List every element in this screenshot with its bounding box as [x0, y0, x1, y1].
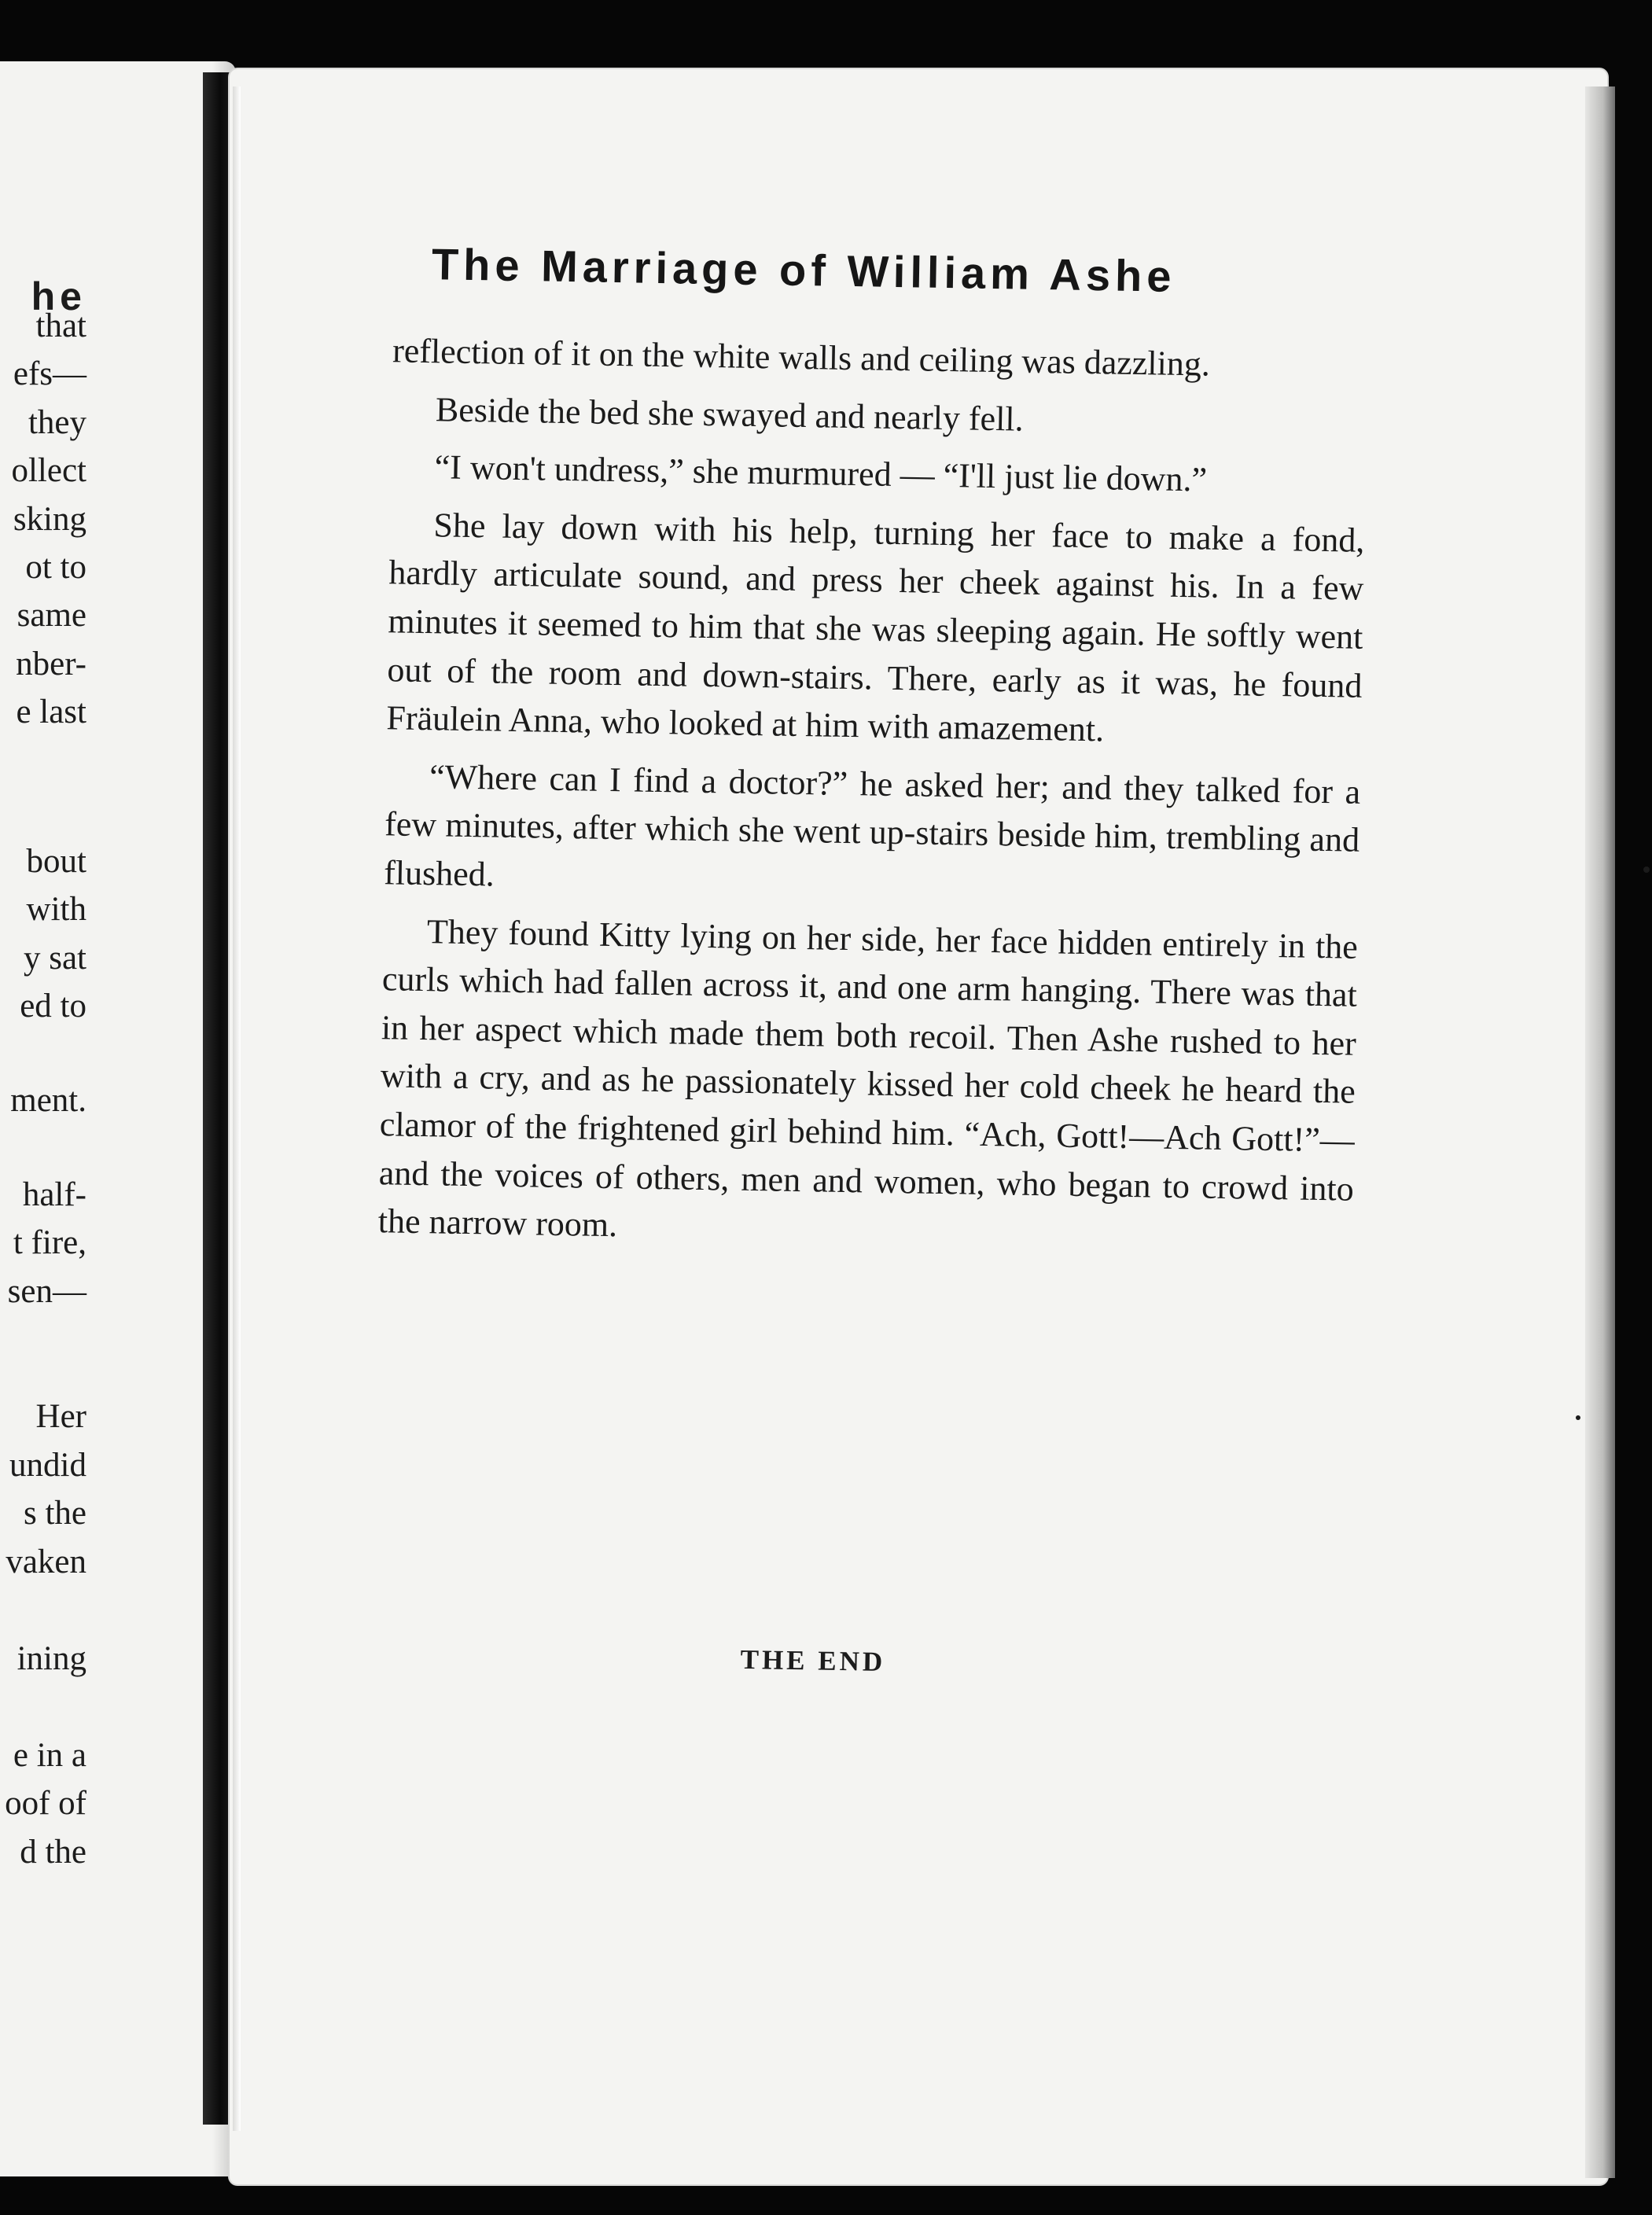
- left-page-heading: he: [31, 274, 86, 318]
- left-page-line: undid: [9, 1447, 86, 1484]
- page-inner-edge: [233, 86, 241, 2131]
- running-head-title: The Marriage of William Ashe: [431, 239, 1176, 301]
- print-speck: [1576, 1415, 1580, 1420]
- print-speck: [1643, 866, 1650, 873]
- left-page-line: oof of: [5, 1785, 86, 1822]
- left-page-line: ot to: [25, 549, 86, 586]
- left-page-line: half-: [22, 1176, 86, 1213]
- left-page-line: nber-: [16, 646, 86, 683]
- left-page-line: sen—: [7, 1273, 86, 1310]
- left-page-line: they: [28, 404, 86, 441]
- left-page-line: ment.: [10, 1082, 86, 1119]
- left-page-line: y sat: [23, 940, 86, 977]
- left-page-line: same: [17, 597, 86, 634]
- left-page-line: sking: [13, 501, 86, 538]
- paragraph: She lay down with his help, turning her face to make a fond, hardly articulate sound, and press her cheek against his. In a few minutes it seemed to him that she was sleeping again. He softly went out of the room and down-stairs. There, early as it was, he found Fräulein Anna, who looked at him with amazement.: [386, 505, 1365, 749]
- paragraph: They found Kitty lying on her side, her face hidden entirely in the curls which had fallen across it, and one arm hanging. There was that in her aspect which made them both recoil. Then Ashe rushed to her with a cry, and as he passionately kissed her cold cheek he heard the clamor of the frightened girl behind him. “Ach, Gott!—Ach Gott!”—and the voices of others, men and women, who began to crowd into the narrow room.: [377, 911, 1359, 1245]
- page-stack-edge: [1585, 86, 1615, 2178]
- left-page-line: bout: [26, 843, 86, 880]
- paragraph: Beside the bed she swayed and nearly fell.: [435, 389, 1025, 439]
- left-page-line: that: [35, 307, 86, 344]
- left-page-line: ollect: [11, 452, 86, 489]
- left-page-line: Her: [35, 1398, 86, 1435]
- the-end-label: THE END: [740, 1643, 886, 1677]
- left-page-line: s the: [23, 1495, 86, 1532]
- left-page-line: with: [26, 891, 86, 928]
- page-content: [352, 219, 1376, 1855]
- left-page-line: ed to: [20, 988, 86, 1025]
- paragraph: reflection of it on the white walls and ceiling was dazzling.: [392, 331, 1211, 384]
- left-page-line: ining: [17, 1640, 86, 1677]
- left-page-line: efs—: [13, 355, 86, 392]
- left-page-line: t fire,: [13, 1224, 86, 1261]
- left-page-line: e last: [16, 694, 86, 730]
- left-facing-page: [0, 61, 236, 2176]
- left-page-line: vaken: [6, 1544, 86, 1580]
- left-page-line: d the: [20, 1834, 86, 1871]
- body-text: [377, 326, 1367, 1271]
- paragraph: “Where can I find a doctor?” he asked her; and they talked for a few minutes, after which she went up-stairs beside him, trembling and flushed.: [383, 756, 1361, 894]
- paragraph: “I won't undress,” she murmured — “I'll just lie down.”: [434, 447, 1208, 499]
- left-page-line: e in a: [13, 1737, 86, 1774]
